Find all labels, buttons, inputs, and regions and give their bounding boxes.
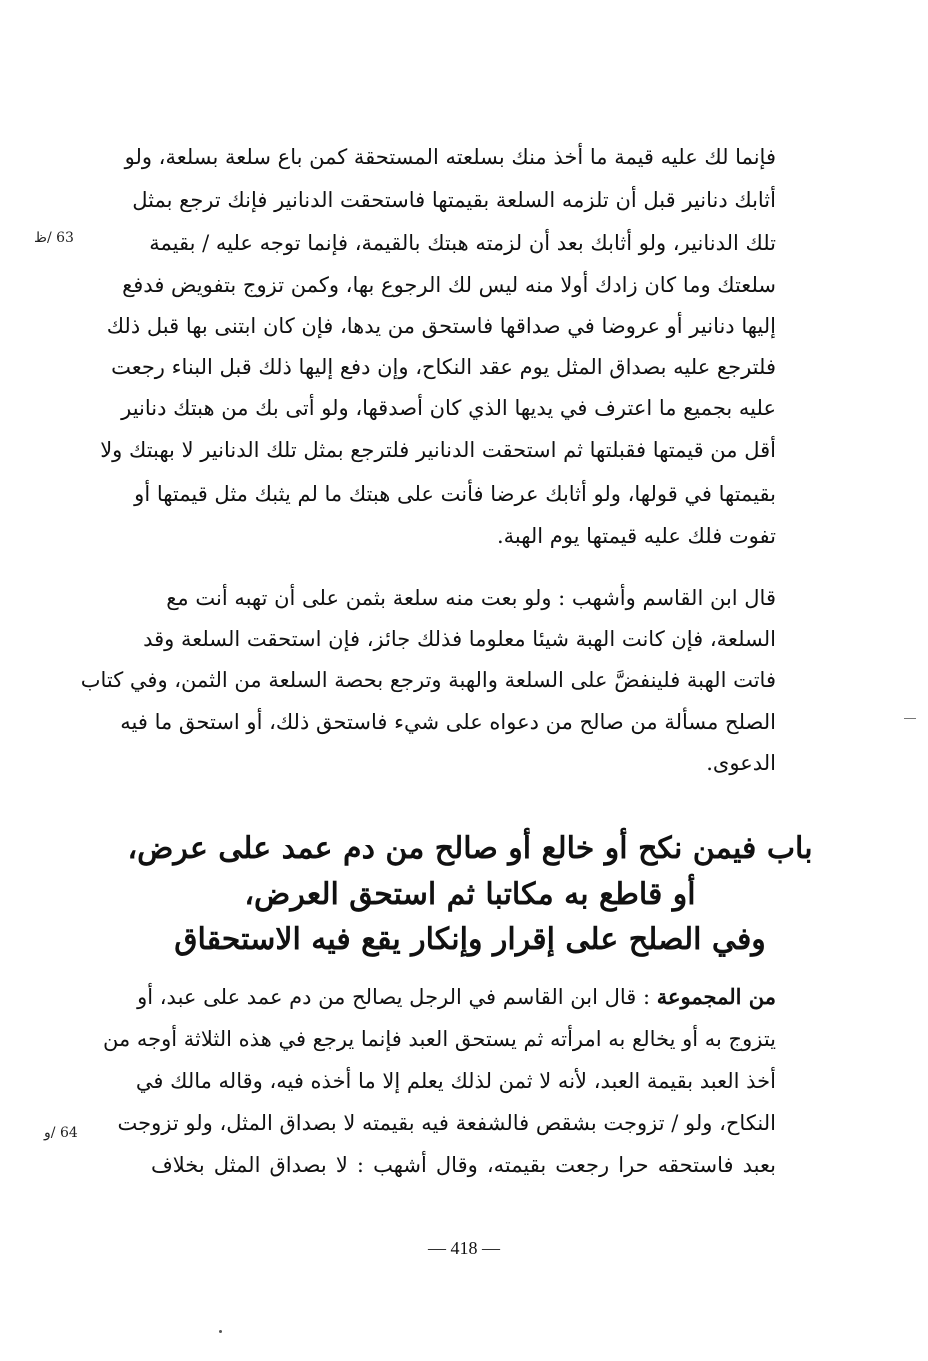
text-line: إليها دنانير أو عروضا في صداقها فاستحق من يدها، فإن كان ابتنى بها قبل ذلك — [106, 314, 776, 338]
text-line: يتزوج به أو يخالع به امرأته ثم يستحق العبد فإنما يرجع في هذه الثلاثة أوجه من — [103, 1027, 776, 1051]
text-line: تفوت فلك عليه قيمتها يوم الهبة. — [496, 524, 776, 548]
text-run: : قال ابن القاسم في الرجل يصالح من دم عمد على عبد، أو — [137, 985, 657, 1009]
heading-line: باب فيمن نكح أو خالع أو صالح من دم عمد على عرض، — [127, 831, 813, 866]
source-title: من المجموعة — [656, 984, 776, 1009]
text-line: أقل من قيمتها فقبلتها ثم استحقت الدنانير فلترجع بمثل تلك الدنانير لا بهبتك ولا — [100, 438, 776, 462]
text-line — [137, 977, 776, 1017]
text-line: النكاح، ولو / تزوجت بشقص فالشفعة فيه بقيمته لا بصداق المثل، ولو تزوجت — [117, 1111, 776, 1135]
text-line: فلترجع عليه بصداق المثل يوم عقد النكاح، وإن دفع إليها ذلك قبل البناء رجعت — [111, 355, 776, 379]
text-line: الصلح مسألة من صالح من دعواه على شيء فاستحق ذلك، أو استحق ما فيه — [120, 710, 776, 734]
scan-mark — [904, 718, 916, 719]
text-line: أخذ العبد بقيمة العبد، لأنه لا ثمن لذلك يعلم إلا ما أخذه فيه، وقاله مالك في — [135, 1069, 776, 1093]
page-number: — 418 — — [428, 1238, 500, 1258]
text-line: تلك الدنانير، ولو أثابك بعد أن لزمته هبتك بالقيمة، فإنما توجه عليه / بقيمة — [149, 231, 776, 255]
text-line: الدعوى. — [706, 751, 776, 775]
folio-marginal-note: 63 /ظ — [34, 230, 74, 246]
text-line: فإنما لك عليه قيمة ما أخذ منك بسلعته المستحقة كمن باع سلعة بسلعة، ولو — [124, 145, 776, 169]
text-line: أثابك دنانير قبل أن تلزمه السلعة بقيمتها فاستحقت الدنانير فإنك ترجع بمثل — [132, 188, 776, 212]
text-line: سلعتك وما كان زادك أولا منه ليس لك الرجوع بها، وكمن تزوج بتفويض فدفع — [122, 273, 776, 297]
text-line: عليه بجميع ما اعترف في يديها الذي كان أصدقها، ولو أتى بك من هبتك دنانير — [121, 396, 776, 420]
text-line: قال ابن القاسم وأشهب : ولو بعت منه سلعة بثمن على أن تهبه أنت مع — [166, 586, 776, 610]
text-line: فاتت الهبة فلينفضَّ على السلعة والهبة وترجع بحصة السلعة من الثمن، وفي كتاب — [80, 668, 776, 692]
scan-speck — [219, 1330, 222, 1333]
folio-marginal-note: 64 /و — [44, 1125, 78, 1141]
text-line: بعبد فاستحقه حرا رجعت بقيمته، وقال أشهب : لا بصداق المثل بخلاف — [151, 1153, 776, 1177]
text-line: السلعة، فإن كانت الهبة شيئا معلوما فذلك جائز، فإن استحقت السلعة وقد — [143, 627, 776, 651]
heading-line: أو قاطع به مكاتبا ثم استحق العرض، — [244, 877, 696, 912]
text-line: بقيمتها في قولها، ولو أثابك عرضا فأنت على هبتك ما لم يثبك مثل قيمتها أو — [134, 482, 776, 506]
heading-line: وفي الصلح على إقرار وإنكار يقع فيه الاستحقاق — [174, 922, 766, 957]
